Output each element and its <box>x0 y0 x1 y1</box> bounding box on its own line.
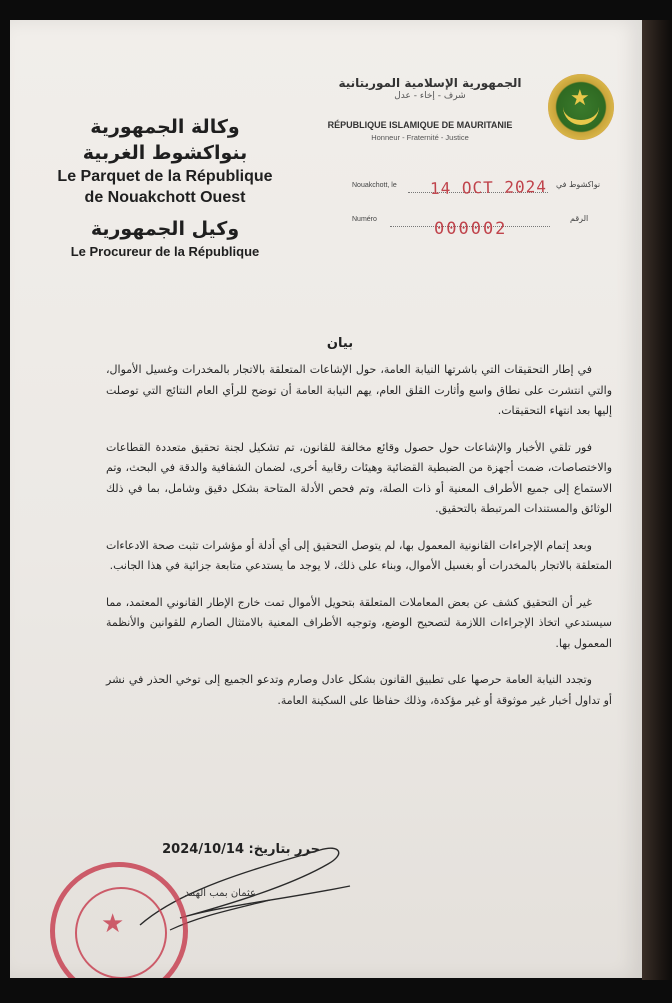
paragraph: وتجدد النيابة العامة حرصها على تطبيق القانون بشكل عادل وصارم وتدعو الجميع إلى توخي الحذر في نشر أو تداول أخبار غير موثوقة أو غير مؤكدة، وذلك حفاظا على السكينة العامة. <box>106 673 612 707</box>
procureur-arabic: وكيل الجمهورية <box>90 218 240 240</box>
background-edge <box>642 20 672 980</box>
number-stamp: 000002 <box>434 219 508 239</box>
signed-date: حرر بتاريخ: 2024/10/14 <box>162 842 320 857</box>
date-stamp: 14 OCT 2024 <box>429 176 548 199</box>
mauritania-emblem-icon: ★ <box>548 74 614 140</box>
header-republic-arabic: الجمهورية الإسلامية الموريتانية <box>338 76 522 90</box>
document-page <box>10 20 642 978</box>
number-label-french: Numéro <box>352 216 377 223</box>
agency-arabic: وكالة الجمهورية بنواكشوط الغربية <box>82 116 248 164</box>
office-block <box>50 114 280 262</box>
header-motto-french: Honneur - Fraternité - Justice <box>371 133 469 142</box>
seal-star-icon: ★ <box>101 909 125 939</box>
parquet-line-1: Le Parquet de la République <box>57 168 273 185</box>
place-label-arabic: نواكشوط في <box>556 180 601 189</box>
statement-body <box>106 360 612 727</box>
statement-title: بيان <box>326 336 354 351</box>
procureur-french: Le Procureur de la République <box>70 244 260 259</box>
paragraph: غير أن التحقيق كشف عن بعض المعاملات المتعلقة بتحويل الأموال تمت خارج الإطار القانوني المعتمد، مما سيستدعي اتخاذ الإجراءات اللازمة لتصحيح الوضع، وتوجيه الأطراف المعنية بالامتثال الصارم للقوانين والأنظمة المعمول بها. <box>106 595 612 650</box>
paragraph: وبعد إتمام الإجراءات القانونية المعمول بها، لم يتوصل التحقيق إلى أي أدلة أو مؤشرات تثبت صحة الادعاءات المتعلقة بالاتجار بالمخدرات أو بغسيل الأموال، وبناء على ذلك، لا يوجد ما يستدعي متابعة جزائية في هذا الجانب. <box>106 538 612 572</box>
paragraph: فور تلقي الأخبار والإشاعات حول حصول وقائع مخالفة للقانون، تم تشكيل لجنة تحقيق متعددة القطاعات والاختصاصات، ضمت أجهزة من الضبطية القضائية وهيئات رقابية أخرى، لضمان الشفافية والدقة في البحث، وتم الاستماع إلى جميع الأطراف المعنية أو ذات الصلة، وتم فحص الأدلة المتاحة بشكل دقيق وشامل، بما في ذلك الوثائق والمستندات المرتبطة بالتحقيق. <box>106 440 612 515</box>
header-motto-arabic: شرف - إخاء - عدل <box>394 91 466 101</box>
place-label-french: Nouakchott, le <box>352 182 397 189</box>
parquet-line-2: de Nouakchott Ouest <box>84 189 246 206</box>
signer-name: عثمان بمب الهمد <box>184 888 256 899</box>
paragraph: في إطار التحقيقات التي باشرتها النيابة العامة، حول الإشاعات المتعلقة بالاتجار بالمخدرات وغسيل الأموال، والتي انتشرت على نطاق واسع وأثارت القلق العام، يهم النيابة العامة أن توضح للرأي العام النتائج التي توصلت إليها بعد انتهاء التحقيقات. <box>106 363 612 417</box>
header-republic-french: RÉPUBLIQUE ISLAMIQUE DE MAURITANIE <box>327 120 513 130</box>
number-label-arabic: الرقم <box>570 214 589 223</box>
